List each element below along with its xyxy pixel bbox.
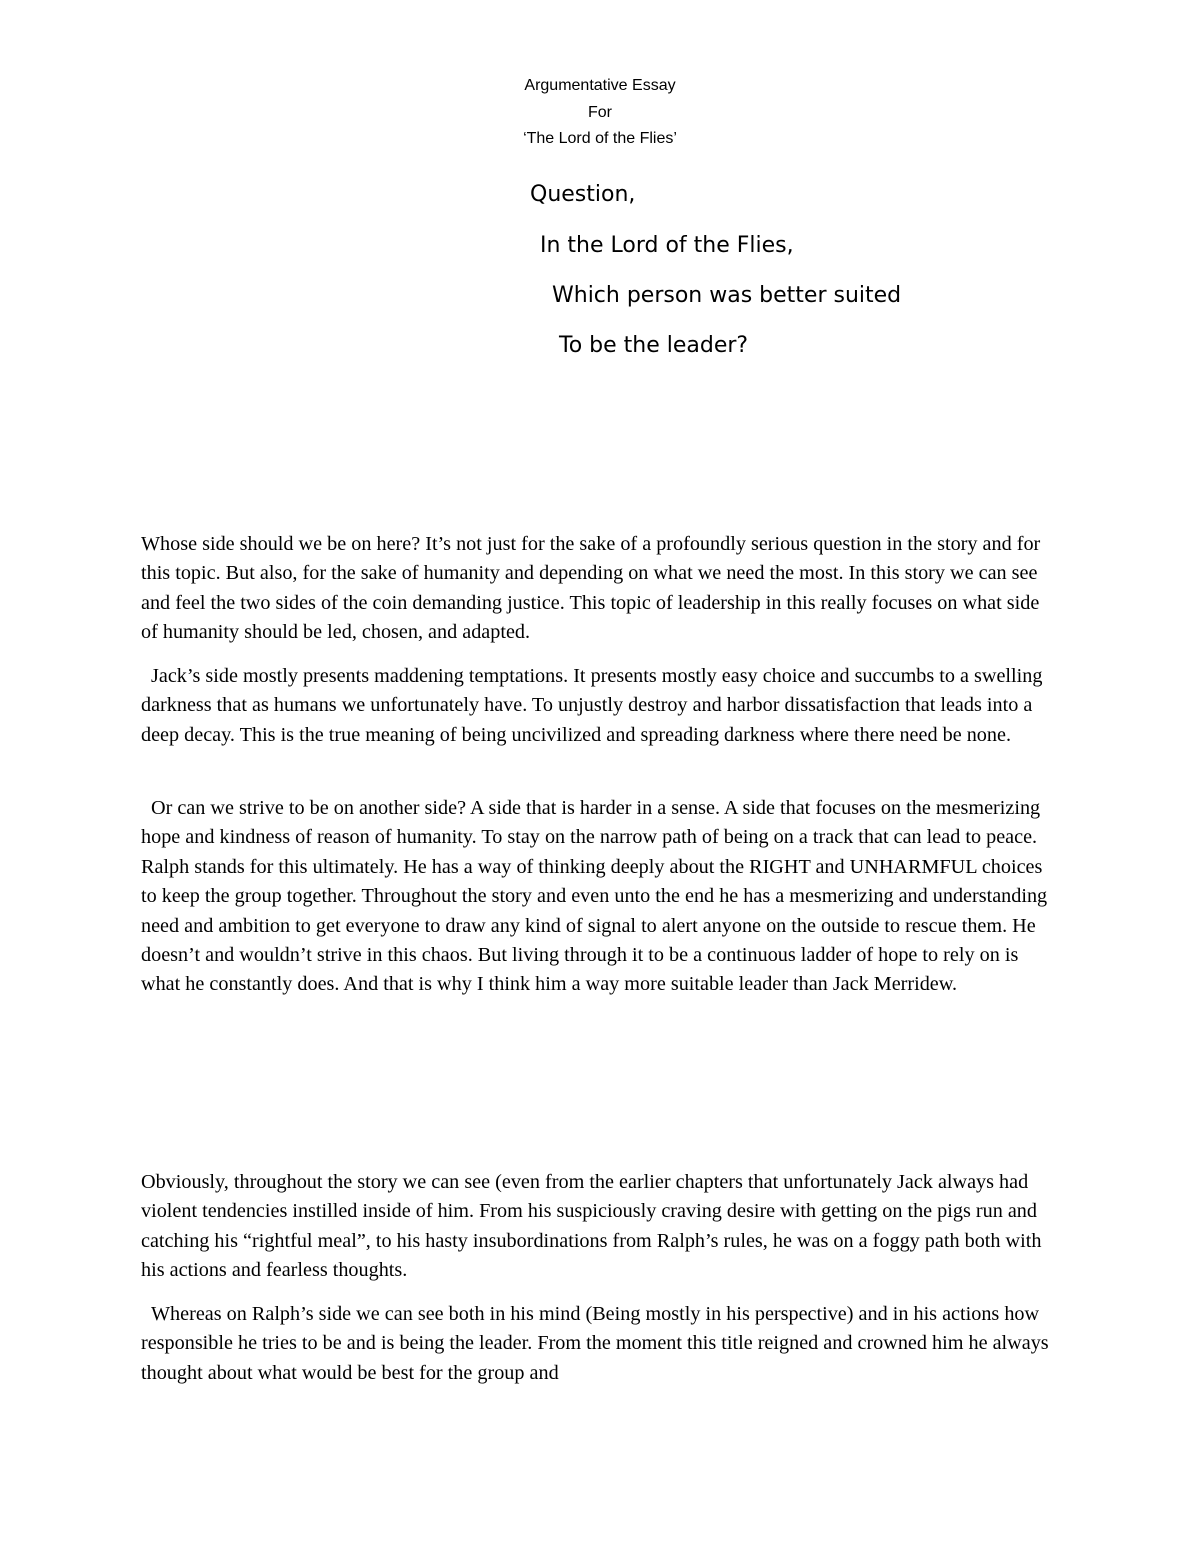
essay-title: Argumentative Essay [524, 77, 676, 94]
essay-book-title: ‘The Lord of the Flies’ [523, 130, 677, 147]
body-paragraph-2: Jack’s side mostly presents maddening temptations. It presents mostly easy choice and succumbs to a swelling darkness that as humans we unfortunately have. To unjustly destroy and harbor dissatisfaction that leads into a deep decay. This is the true meaning of being uncivilized and spreading darkness where there need be none. [141, 665, 1043, 746]
question-heading: Question, [530, 182, 636, 207]
essay-title-for: For [588, 104, 612, 121]
question-line: In the Lord of the Flies, [540, 233, 794, 258]
body-paragraph-3: Or can we strive to be on another side? A side that is harder in a sense. A side that focuses on the mesmerizing hope and kindness of reason of humanity. To stay on the narrow path of being on a track that can lead to peace. Ralph stands for this ultimately. He has a way of thinking deeply about the RIGHT and UNHARMFUL choices to keep the group together. Throughout the story and even unto the end he has a mesmerizing and understanding need and ambition to get everyone to draw any kind of signal to alert anyone on the outside to rescue them. He doesn’t and wouldn’t strive in this chaos. But living through it to be a continuous ladder of hope to rely on is what he constantly does. And that is why I think him a way more suitable leader than Jack Merridew. [141, 797, 1048, 996]
question-line: Which person was better suited [552, 283, 902, 308]
body-paragraph-1: Whose side should we be on here? It’s not just for the sake of a profoundly serious question in the story and for this topic. But also, for the sake of humanity and depending on what we need the most. In this story we can see and feel the two sides of the coin demanding justice. This topic of leadership in this really focuses on what side of humanity should be led, chosen, and adapted. [141, 533, 1041, 644]
body-paragraph-5: Whereas on Ralph’s side we can see both in his mind (Being mostly in his perspective) and in his actions how responsible he tries to be and is being the leader. From the moment this title reigned and crowned him he always thought about what would be best for the group and [141, 1303, 1049, 1384]
body-paragraph-4: Obviously, throughout the story we can see (even from the earlier chapters that unfortunately Jack always had violent tendencies instilled inside of him. From his suspiciously craving desire with getting on the pigs run and catching his “rightful meal”, to his hasty insubordinations from Ralph’s rules, he was on a foggy path both with his actions and fearless thoughts. [141, 1171, 1042, 1282]
question-line: To be the leader? [559, 333, 749, 358]
